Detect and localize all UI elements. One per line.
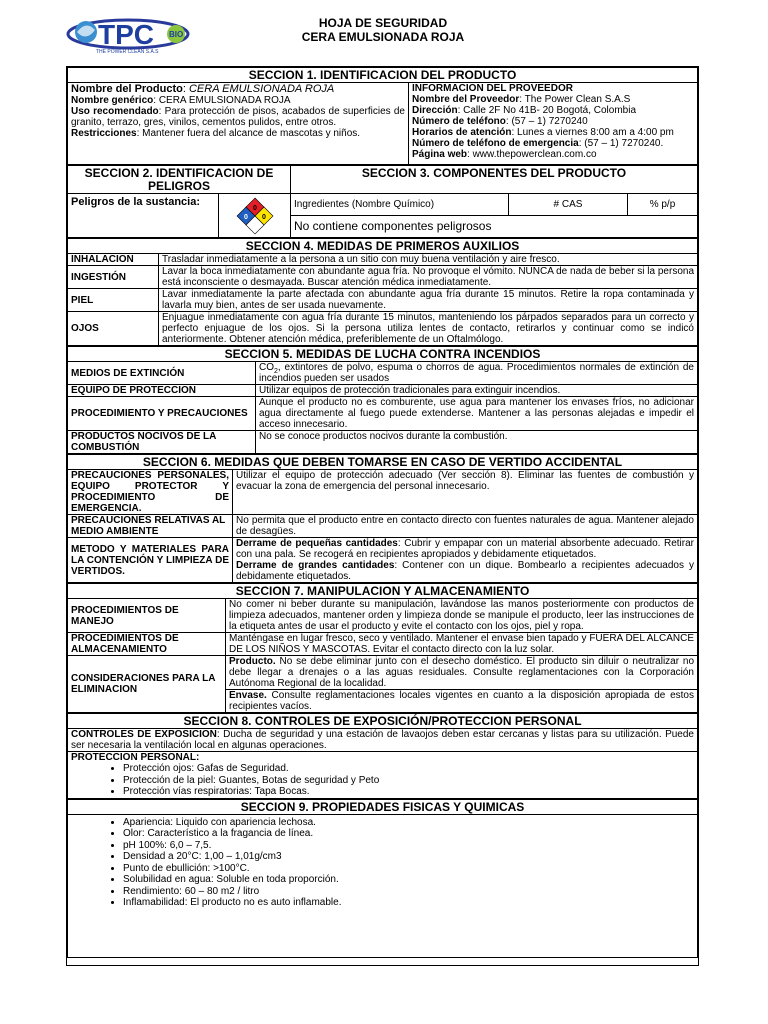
inhalation-text: Trasladar inmediatamente a la persona a un sitio con muy buena ventilación y aire fresco.	[159, 254, 698, 266]
product-name-value: CERA EMULSIONADA ROJA	[188, 83, 335, 95]
safety-sheet-frame	[66, 66, 699, 966]
property-appearance: • Apariencia: Liquido con apariencia lechosa.	[123, 817, 694, 829]
generic-name-value: CERA EMULSIONADA ROJA	[158, 95, 291, 106]
property-boiling-point: • Punto de ebullición: >100°C.	[123, 863, 694, 875]
address-label: Dirección	[412, 105, 458, 116]
protection-equipment-label: EQUIPO DE PROTECCION	[68, 385, 256, 397]
disposal-product-text	[226, 656, 698, 690]
website-link[interactable]: www.thepowerclean.com.co	[472, 149, 597, 160]
extinction-media-label: MEDIOS DE EXTINCIÓN	[68, 362, 256, 385]
hazard-label: Peligros de la sustancia:	[68, 194, 219, 238]
emergency-phone-value: (57 – 1) 7270240.	[584, 138, 664, 149]
inhalation-label: INHALACION	[68, 254, 159, 266]
environment-precautions-text: No permita que el producto entre en contacto directo con fuentes naturales de agua. Mantener alejado de desagües.	[233, 515, 698, 538]
personal-protection	[68, 752, 698, 799]
disposal-container-text	[226, 690, 698, 713]
handling-text: No comer ni beber durante su manipulación, lavándose las manos posteriormente con productos de limpieza adecuados, mantener orden y limpieza donde se manipule el producto, leer las instrucciones de la etiqueta antes de usar el producto y evite el contacto con los ojos, piel y ropa.	[226, 599, 698, 633]
protection-equipment-text: Utilizar equipos de protección tradicionales para extinguir incendios.	[256, 385, 698, 397]
physical-properties	[68, 814, 698, 957]
logo-letters: TPC	[98, 19, 154, 50]
section-1	[67, 67, 698, 165]
combustion-products-text: No se conoce productos nocivos durante la combustión.	[256, 431, 698, 454]
storage-text: Manténgase en lugar fresco, seco y ventilado. Mantener el envase bien tapado y FUERA DEL ALCANCE DE LOS NIÑOS Y MASCOTAS. Evitar el contacto directo con la luz solar.	[226, 633, 698, 656]
supplier-name-value: The Power Clean S.A.S	[524, 94, 631, 105]
document-title: HOJA DE SEGURIDAD	[318, 16, 448, 30]
company-logo	[66, 10, 198, 56]
protection-skin-item: • Protección de la piel: Guantes, Botas de seguridad y Peto	[123, 775, 694, 787]
cas-header: # CAS	[509, 194, 628, 216]
physical-properties-list	[71, 817, 694, 909]
hours-value: Lunes a viernes 8:00 am a 4:00 pm	[517, 127, 674, 138]
large-spill-label: Derrame de grandes cantidades	[236, 560, 395, 571]
protection-respiratory-item: • Protección vías respiratorias: Tapa Bocas.	[123, 786, 694, 798]
logo-slogan: THE POWER CLEAN S.A.S	[96, 49, 159, 55]
generic-name-label: Nombre genérico	[71, 95, 154, 106]
storage-label: PROCEDIMIENTOS DE ALMACENAMIENTO	[68, 633, 226, 656]
restrictions-label: Restricciones	[71, 128, 137, 139]
ingestion-label: INGESTIÓN	[68, 266, 159, 289]
disposal-label: CONSIDERACIONES PARA LA ELIMINACION	[68, 656, 226, 713]
supplier-name-label: Nombre del Proveedor	[412, 94, 520, 105]
eyes-text: Enjuague inmediatamente con agua fría durante 15 minutos, manteniendo los párpados separados para un correcto y perfecto enjuague de los ojos. Si la persona utiliza lentes de contacto, retirarlos y continuar como se indicó anteriormente. Obtener atención médica, preferiblemente de un Oftalmólogo.	[159, 312, 698, 346]
personal-protection-label: PROTECCION PERSONAL:	[71, 752, 200, 763]
disposal-container-detail: Consulte reglamentaciones locales vigentes en cuanto a la disposición apropiada de estos recipientes vacíos.	[229, 690, 694, 712]
section-5-title: SECCION 5. MEDIDAS DE LUCHA CONTRA INCENDIOS	[68, 347, 698, 362]
property-flammability: • Inflamabilidad: El producto no es auto inflamable.	[123, 897, 694, 909]
exposure-controls-text: : Ducha de seguridad y una estación de lavaojos deben estar cercanas y listas para su utilización. Puede ser necesaria la ventilación local en algunas operaciones.	[71, 729, 694, 751]
section-8-title: SECCION 8. CONTROLES DE EXPOSICIÓN/PROTECCION PERSONAL	[68, 714, 698, 729]
website-label: Página web	[412, 149, 468, 160]
product-identification: Nombre del Producto: CERA EMULSIONADA ROJA Nombre genérico: CERA EMULSIONADA ROJA Uso recomendado: Para protección de pisos, acabados de superficies de granito, terrazo, gres, vinilos, cementos pulidos, entre otros. Restricciones: Mantener fuera del alcance de mascotas y niños.	[68, 83, 409, 165]
nfpa-flammability: 0	[252, 204, 257, 212]
phone-label: Número de teléfono	[412, 116, 506, 127]
ingredients-header: Ingredientes (Nombre Químico)	[291, 194, 509, 216]
large-spill-text: : Contener con un dique. Bombearlo a recipientes adecuados y debidamente etiquetados.	[236, 560, 694, 582]
personal-protection-list	[71, 763, 694, 798]
use-value: Para protección de pisos, acabados de superficies de granito, terrazo, gres, vinilos, cementos pulidos, entre otros.	[71, 106, 405, 128]
handling-label: PROCEDIMIENTOS DE MANEJO	[68, 599, 226, 633]
section-4	[67, 238, 698, 346]
section-9	[67, 799, 698, 958]
section-3-title: SECCION 3. COMPONENTES DEL PRODUCTO	[291, 166, 698, 194]
skin-text: Lavar inmediatamente la parte afectada con abundante agua fría durante 15 minutos. Retire la ropa contaminada y lavarla muy bien, antes de ser usada nuevamente.	[159, 289, 698, 312]
no-components-note: No contiene componentes peligrosos	[291, 216, 698, 238]
section-4-title: SECCION 4. MEDIDAS DE PRIMEROS AUXILIOS	[68, 239, 698, 254]
environment-precautions-label: PRECAUCIONES RELATIVAS AL MEDIO AMBIENTE	[68, 515, 233, 538]
property-yield: • Rendimiento: 60 – 80 m2 / litro	[123, 886, 694, 898]
skin-label: PIEL	[68, 289, 159, 312]
property-odor: • Olor: Característico a la fragancia de línea.	[123, 828, 694, 840]
restrictions-value: Mantener fuera del alcance de mascotas y niños.	[142, 128, 361, 139]
section-1-title: SECCION 1. IDENTIFICACION DEL PRODUCTO	[68, 68, 698, 83]
extinction-media-text	[256, 362, 698, 385]
small-spill-text: : Cubrir y empapar con un material absorbente adecuado. Retirar con una pala. Se recogerá en recipientes apropiados y debidamente etiquetados.	[236, 538, 694, 560]
section-8	[67, 713, 698, 799]
nfpa-diamond-icon	[236, 197, 274, 235]
supplier-title: INFORMACION DEL PROVEEDOR	[412, 83, 573, 94]
personal-precautions-label: PRECAUCIONES PERSONALES, EQUIPO PROTECTOR Y PROCEDIMIENTO DE EMERGENCIA.	[68, 470, 233, 515]
fire-procedure-label: PROCEDIMIENTO Y PRECAUCIONES	[68, 397, 256, 431]
small-spill-label: Derrame de pequeñas cantidades	[236, 538, 398, 549]
combustion-products-label: PRODUCTOS NOCIVOS DE LA COMBUSTIÓN	[68, 431, 256, 454]
exposure-controls-label: CONTROLES DE EXPOSICION	[71, 729, 217, 740]
co2-subscript: 2	[274, 368, 278, 375]
containment-methods-text	[233, 538, 698, 583]
containment-methods-label: METODO Y MATERIALES PARA LA CONTENCIÓN Y LIMPIEZA DE VERTIDOS.	[68, 538, 233, 583]
product-name-label: Nombre del Producto	[71, 83, 183, 95]
section-6-title: SECCION 6. MEDIDAS QUE DEBEN TOMARSE EN CASO DE VERTIDO ACCIDENTAL	[68, 455, 698, 470]
document-header	[230, 16, 536, 44]
hours-label: Horarios de atención	[412, 127, 512, 138]
fire-procedure-text: Aunque el producto no es comburente, use agua para mantener los envases fríos, no adicionar agua directamente al fuego puede extenderse. Mantener a las personas alejadas e impedir el acceso innecesario.	[256, 397, 698, 431]
disposal-product-detail: No se debe eliminar junto con el desecho doméstico. El producto sin diluir o neutralizar no debe llegar a drenajes o a las aguas residuales. Consulte reglamentaciones con la Corporación Autónoma Regional de la localidad.	[229, 656, 694, 689]
use-label: Uso recomendado	[71, 106, 159, 117]
disposal-container-label: Envase.	[229, 690, 267, 701]
nfpa-reactivity: 0	[261, 213, 266, 221]
nfpa-health: 0	[243, 213, 248, 221]
product-title: CERA EMULSIONADA ROJA	[301, 30, 465, 44]
section-2-title: SECCION 2. IDENTIFICACION DE PELIGROS	[68, 166, 291, 194]
section-2-3	[67, 165, 698, 238]
extinction-media-rest: , extintores de polvo, espuma o chorros de agua. Procedimientos normales de extinción de incendios pueden ser usados	[259, 362, 694, 384]
section-7-title: SECCION 7. MANIPULACION Y ALMACENAMIENTO	[68, 584, 698, 599]
logo-tag: BIO	[169, 30, 184, 39]
personal-precautions-text: Utilizar el equipo de protección adecuado (Ver sección 8). Eliminar las fuentes de combustión y evacuar la zona de emergencia del personal innecesario.	[233, 470, 698, 515]
percent-header: % p/p	[628, 194, 698, 216]
phone-value: (57 – 1) 7270240	[511, 116, 588, 127]
property-ph: • pH 100%: 6,0 – 7,5.	[123, 840, 694, 852]
section-6	[67, 454, 698, 583]
property-density: • Densidad a 20°C: 1,00 – 1,01g/cm3	[123, 851, 694, 863]
section-9-title: SECCION 9. PROPIEDADES FISICAS Y QUIMICAS	[68, 799, 698, 814]
disposal-product-label: Producto.	[229, 656, 276, 667]
eyes-label: OJOS	[68, 312, 159, 346]
section-7	[67, 583, 698, 713]
co2-prefix: CO	[259, 362, 274, 373]
emergency-phone-label: Número de teléfono de emergencia	[412, 138, 579, 149]
supplier-information: INFORMACION DEL PROVEEDOR Nombre del Proveedor: The Power Clean S.A.S Dirección: Calle 2F No 41B- 20 Bogotá, Colombia Número de teléfono: (57 – 1) 7270240 Horarios de atención: Lunes a viernes 8:00 am a 4:00 pm Número de teléfono de emergencia: (57 – 1) 7270240. Página web: www.thepowerclean.com.co	[409, 83, 698, 165]
address-value: Calle 2F No 41B- 20 Bogotá, Colombia	[463, 105, 637, 116]
protection-eyes-item: • Protección ojos: Gafas de Seguridad.	[123, 763, 694, 775]
section-5	[67, 346, 698, 454]
exposure-controls	[68, 729, 698, 752]
ingestion-text: Lavar la boca inmediatamente con abundante agua fría. No provoque el vómito. NUNCA de nada de beber si la persona está inconsciente o desmayada. Buscar atención médica inmediatamente.	[159, 266, 698, 289]
nfpa-cell	[219, 194, 291, 238]
property-solubility: • Solubilidad en agua: Soluble en toda proporción.	[123, 874, 694, 886]
